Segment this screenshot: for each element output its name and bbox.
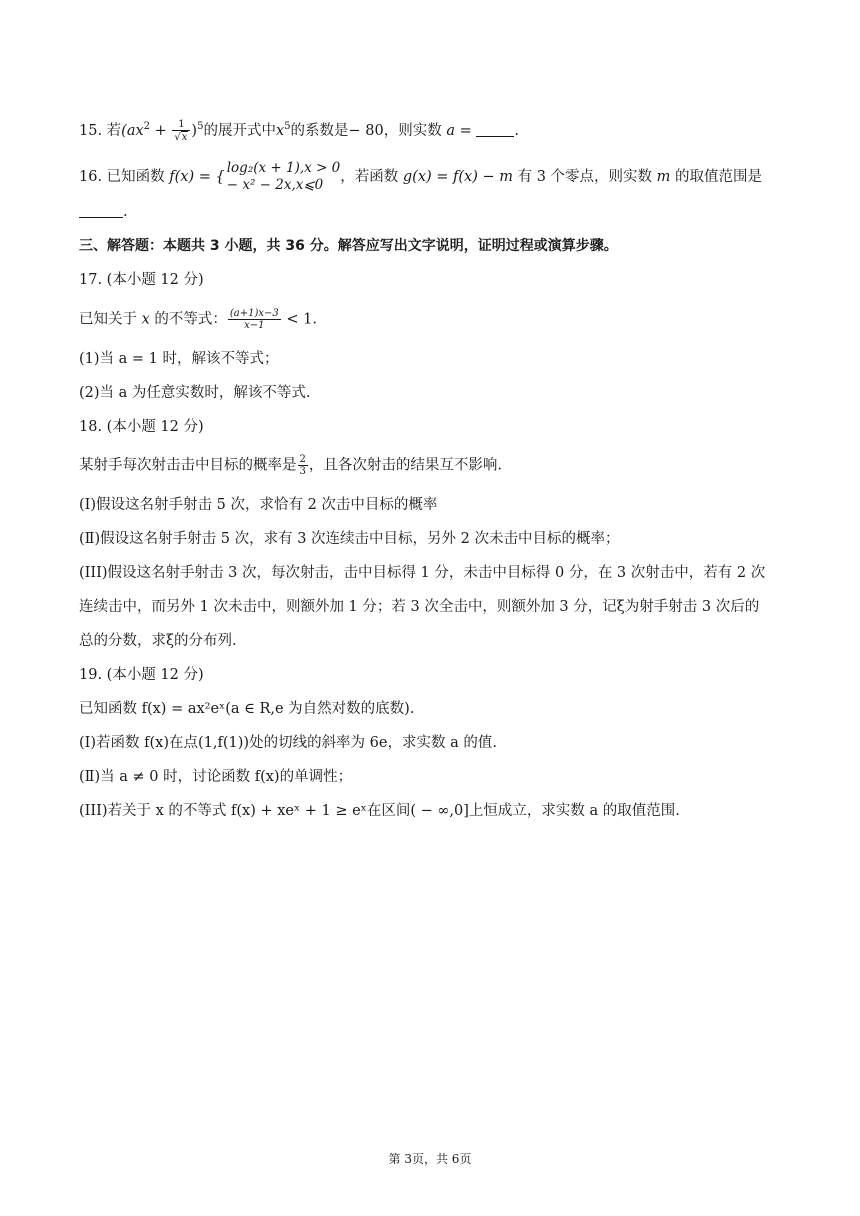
q18-fraction [298,454,308,477]
q19-part-1: (Ⅰ)若函数 f(x)在点(1,f(1))处的切线的斜率为 6e，求实数 a 的值. [79,735,497,751]
q15-text3: = [455,123,477,139]
q18-part-3-line1: (III)假设这名射手射击 3 次，每次射击，击中目标得 1 分，未击中目标得 0 分，在 3 次射击中，若有 2 次 [79,565,766,581]
q17-stem-mid: 的不等式： [149,311,227,328]
question-18-stem [79,454,502,477]
q15-x-pow: 5 [284,121,291,132]
q15-sqrt-x: x [181,132,188,143]
q16-answer-blank[interactable] [79,203,123,218]
q15-frac-denominator: √x [174,132,188,143]
question-17-stem [79,308,317,331]
question-15 [79,117,519,143]
q17-fraction [228,308,281,331]
q16-m: m [656,169,671,185]
q15-exponent-2: 2 [143,121,151,132]
question-19-stem: 已知函数 f(x) = ax²eˣ(a ∈ R,e 为自然对数的底数). [79,701,415,717]
question-17-title: 17. (本小题 12 分) [79,272,204,288]
q15-text2: 的系数是− 80，则实数 [290,123,447,139]
page-footer: 第 3页，共 6页 [388,1152,472,1166]
q15-answer-blank[interactable] [476,122,514,137]
q18-part-2: (Ⅱ)假设这名射手射击 5 次，求有 3 次连续击中目标，另外 2 次未击中目标的概率； [79,531,620,547]
q15-a: a [446,123,456,139]
q17-frac-denominator: x−1 [244,320,265,331]
question-16-blank-line [79,202,128,222]
q18-stem-post: ，且各次射击的结果互不影响. [308,457,502,474]
q15-frac-numerator: 1 [172,119,190,131]
q15-x: x [275,123,285,139]
q16-piece1: log₂(x + 1),x > 0 [226,160,341,176]
q16-fx: f(x) = { [169,169,225,185]
q15-expr-a: (ax [121,123,144,139]
q16-text3: 的取值范围是 [670,169,763,185]
q17-part-1: (1)当 a = 1 时，解该不等式； [79,351,279,367]
q15-end: . [514,123,519,139]
q17-part-2: (2)当 a 为任意实数时，解该不等式. [79,385,311,401]
q16-piece2: − x² − 2x,x⩽0 [226,177,324,193]
q16-text2: 有 3 个零点，则实数 [513,169,657,185]
q19-part-3: (III)若关于 x 的不等式 f(x) + xeˣ + 1 ≥ eˣ在区间( − ∞,0]上恒成立，求实数 a 的取值范围. [79,803,680,819]
q15-text1: 的展开式中 [203,123,276,139]
q17-frac-numerator: (a+1)x−3 [229,308,279,319]
q15-close-paren: ) [191,123,198,139]
q15-number: 15. 若 [79,123,122,139]
q17-stem-post: < 1. [281,311,317,328]
q15-plus: + [150,123,172,139]
q19-part-2: (Ⅱ)当 a ≠ 0 时，讨论函数 f(x)的单调性； [79,769,353,785]
question-18-title: 18. (本小题 12 分) [79,419,204,435]
q16-number: 16. 已知函数 [79,169,170,185]
question-19-title: 19. (本小题 12 分) [79,667,204,683]
q15-fraction [172,119,190,143]
q18-part-1: (Ⅰ)假设这名射手射击 5 次，求恰有 2 次击中目标的概率 [79,497,438,513]
q18-frac-denominator: 3 [299,466,306,477]
q16-gx: g(x) = f(x) − m [402,169,513,185]
q16-piecewise [227,160,341,194]
q18-stem-pre: 某射手每次射击击中目标的概率是 [79,457,297,474]
q17-x: x [141,311,150,328]
q18-part-3-line3: 总的分数，求ξ的分布列. [79,633,237,649]
q17-stem-pre: 已知关于 [79,311,142,328]
q16-end: . [123,204,128,220]
question-16 [79,160,762,194]
q18-frac-numerator: 2 [299,454,306,465]
q16-text1: ，若函数 [340,169,403,185]
q15-exponent-5: 5 [197,121,204,132]
q18-part-3-line2: 连续击中，而另外 1 次未击中，则额外加 1 分；若 3 次全击中，则额外加 3 分，记ξ为射手射击 3 次后的 [79,599,760,615]
section-3-heading: 三、解答题：本题共 3 小题，共 36 分。解答应写出文字说明，证明过程或演算步骤。 [79,238,618,254]
